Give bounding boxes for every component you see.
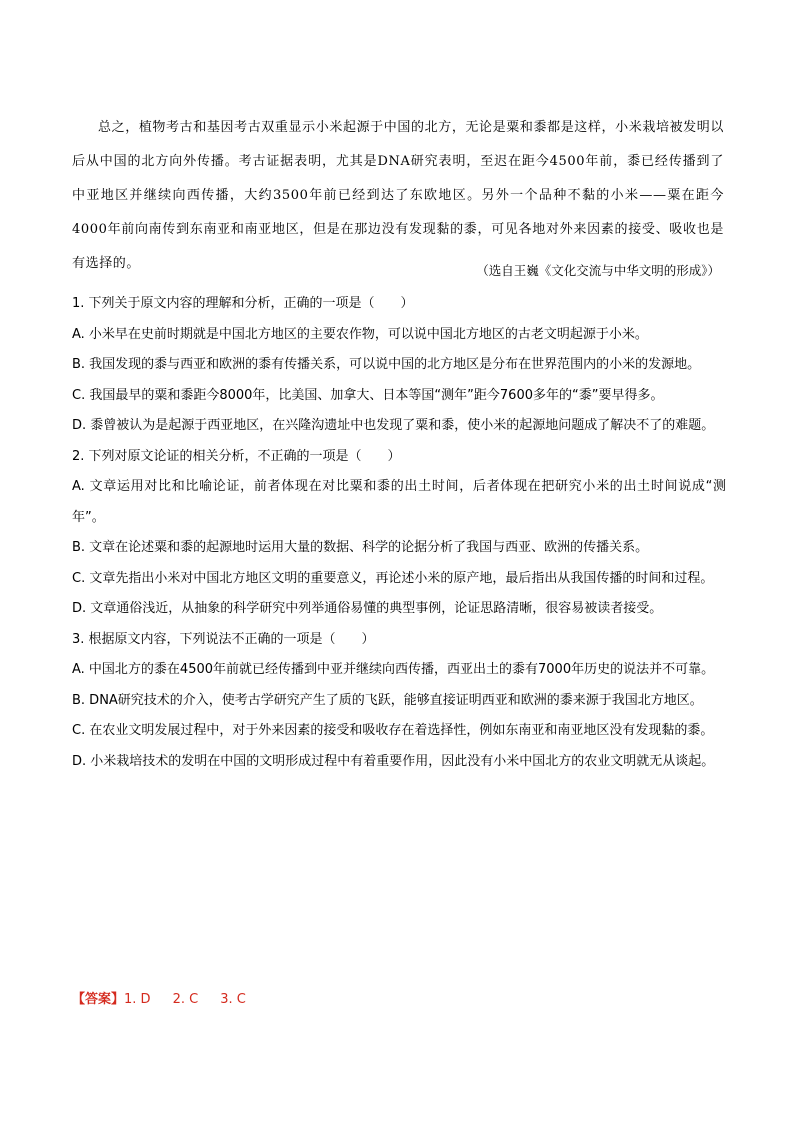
question-2-option-b: B. 文章在论述粟和黍的起源地时运用大量的数据、科学的论据分析了我国与西亚、欧洲的传播关系。 (72, 540, 649, 555)
passage-paragraph: 总之，植物考古和基因考古双重显示小米起源于中国的北方，无论是粟和黍都是这样，小米栽培被发明以后从中国的北方向外传播。考古证据表明，尤其是DNA研究表明，至迟在距今4500年前，黍已经传播到了中亚地区并继续向西传播，大约3500年前已经到达了东欧地区。另外一个品种不黏的小米——粟在距今4000年前向南传到东南亚和南亚地区，但是在那边没有发现黏的黍，可见各地对外来因素的接受、吸收也是有选择的。 (72, 120, 724, 271)
passage-source: （选自王巍《文化交流与中华文明的形成》） (476, 263, 720, 278)
answer-3: 3. C (220, 992, 246, 1007)
question-3-option-b: B. DNA研究技术的介入，使考古学研究产生了质的飞跃，能够直接证明西亚和欧洲的黍来源于我国北方地区。 (72, 692, 703, 708)
question-list (72, 289, 726, 777)
question-3-option-a: A. 中国北方的黍在4500年前就已经传播到中亚并继续向西传播，西亚出土的黍有7000年历史的说法并不可靠。 (72, 662, 715, 677)
question-1-option-b: B. 我国发现的黍与西亚和欧洲的黍有传播关系，可以说中国的北方地区是分布在世界范围内的小米的发源地。 (72, 357, 701, 372)
question-3-option-d: D. 小米栽培技术的发明在中国的文明形成过程中有着重要作用，因此没有小米中国北方的农业文明就无从谈起。 (72, 753, 715, 769)
question-2-option-c: C. 文章先指出小米对中国北方地区文明的重要意义，再论述小米的原产地，最后指出从我国传播的时间和过程。 (72, 570, 714, 586)
question-3-option-c: C. 在农业文明发展过程中，对于外来因素的接受和吸收存在着选择性，例如东南亚和南亚地区没有发现黏的黍。 (72, 723, 714, 738)
question-1-stem: 1. 下列关于原文内容的理解和分析，正确的一项是（ ） (72, 296, 414, 311)
question-1-option-a: A. 小米早在史前时期就是中国北方地区的主要农作物，可以说中国北方地区的古老文明起源于小米。 (72, 326, 648, 342)
question-2-stem: 2. 下列对原文论证的相关分析，不正确的一项是（ ） (72, 448, 401, 464)
question-2-option-a: A. 文章运用对比和比喻论证，前者体现在对比粟和黍的出土时间，后者体现在把研究小米的出土时间说成“测年”。 (72, 479, 726, 525)
answer-2: 2. C (172, 992, 199, 1007)
question-3-stem: 3. 根据原文内容，下列说法不正确的一项是（ ） (72, 631, 375, 647)
question-1-option-c: C. 我国最早的粟和黍距今8000年，比美国、加拿大、日本等国“测年”距今7600多年的“黍”要早得多。 (72, 387, 664, 403)
question-1-option-d: D. 黍曾被认为是起源于西亚地区，在兴隆沟遗址中也发现了粟和黍，使小米的起源地问题成了解决不了的难题。 (72, 418, 715, 433)
answer-1: 1. D (124, 992, 151, 1007)
answer-label: 【答案】 (72, 992, 125, 1007)
question-2-option-d: D. 文章通俗浅近，从抽象的科学研究中列举通俗易懂的典型事例，论证思路清晰，很容易被读者接受。 (72, 601, 663, 616)
answer-line (72, 988, 246, 1012)
